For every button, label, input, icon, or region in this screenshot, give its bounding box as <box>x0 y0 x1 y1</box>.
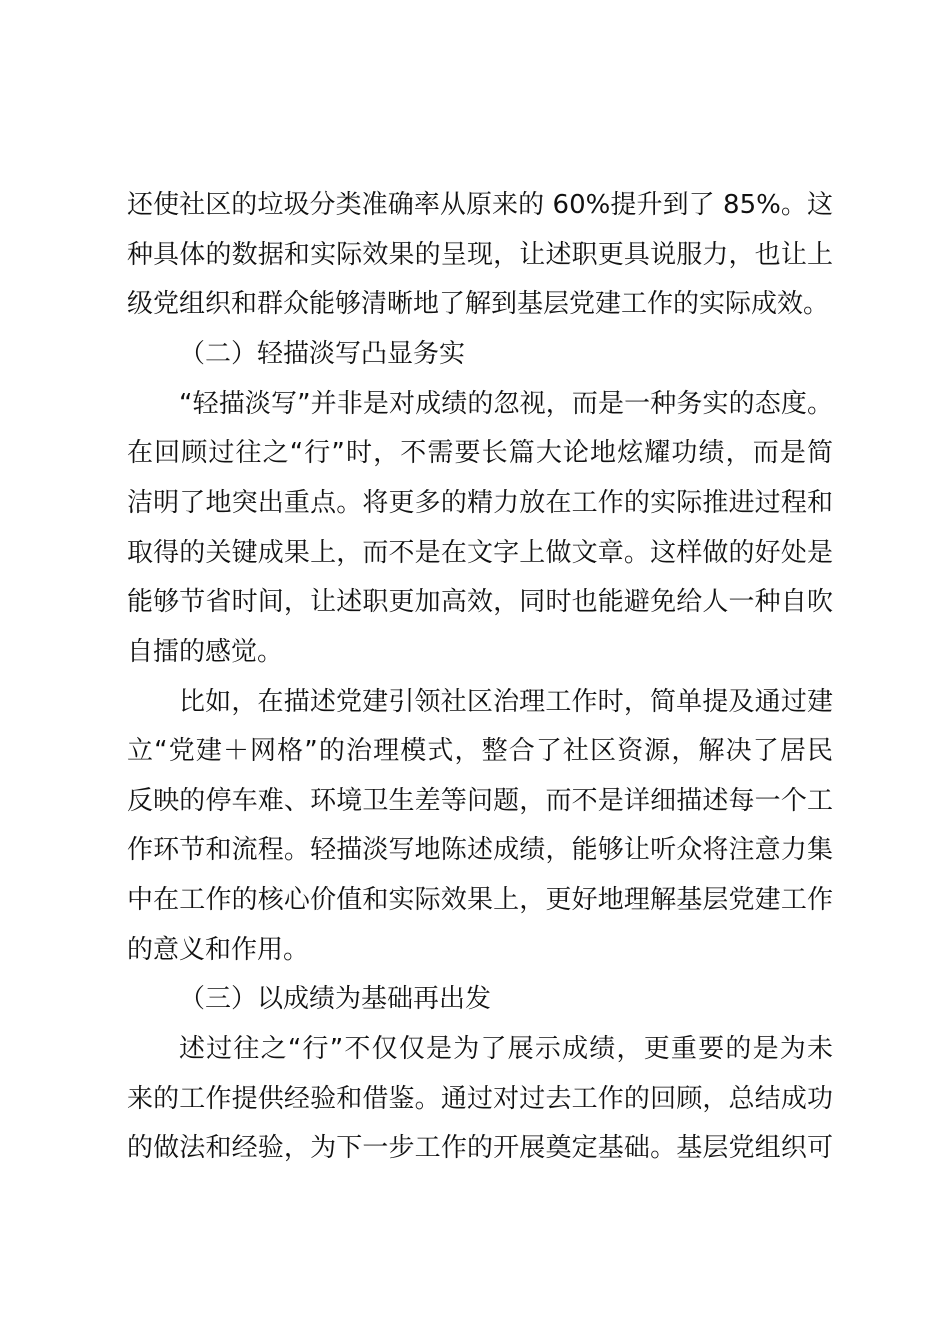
body-text-line: 级党组织和群众能够清晰地了解到基层党建工作的实际成效。 <box>127 289 830 319</box>
body-text-line: 反映的停车难、环境卫生差等问题，而不是详细描述每一个工 <box>127 786 833 816</box>
body-text-line: 的做法和经验，为下一步工作的开展奠定基础。基层党组织可 <box>127 1133 833 1163</box>
body-text-line: 种具体的数据和实际效果的呈现，让述职更具说服力，也让上 <box>127 240 833 270</box>
section-heading: （三）以成绩为基础再出发 <box>179 984 492 1014</box>
body-text-line: 的意义和作用。 <box>127 935 310 965</box>
section-heading: （二）轻描淡写凸显务实 <box>179 339 466 369</box>
body-text-line: 还使社区的垃圾分类准确率从原来的 60%提升到了 85%。这 <box>127 190 833 220</box>
body-text-line: 在回顾过往之“行”时，不需要长篇大论地炫耀功绩，而是简 <box>127 438 833 468</box>
body-text-line: 比如，在描述党建引领社区治理工作时，简单提及通过建 <box>179 687 833 717</box>
body-text-line: 能够节省时间，让述职更加高效，同时也能避免给人一种自吹 <box>127 587 833 617</box>
body-text-line: 来的工作提供经验和借鉴。通过对过去工作的回顾，总结成功 <box>127 1084 833 1114</box>
body-text-line: 立“党建＋网格”的治理模式，整合了社区资源，解决了居民 <box>127 736 833 766</box>
body-text-line: 取得的关键成果上，而不是在文字上做文章。这样做的好处是 <box>127 538 833 568</box>
body-text-line: 洁明了地突出重点。将更多的精力放在工作的实际推进过程和 <box>127 488 833 518</box>
body-text-line: 中在工作的核心价值和实际效果上，更好地理解基层党建工作 <box>127 885 833 915</box>
body-text-line: 自擂的感觉。 <box>127 637 284 667</box>
body-text-line: “轻描淡写”并非是对成绩的忽视，而是一种务实的态度。 <box>179 389 833 419</box>
body-text-line: 述过往之“行”不仅仅是为了展示成绩，更重要的是为未 <box>179 1034 833 1064</box>
body-text-line: 作环节和流程。轻描淡写地陈述成绩，能够让听众将注意力集 <box>127 835 833 865</box>
